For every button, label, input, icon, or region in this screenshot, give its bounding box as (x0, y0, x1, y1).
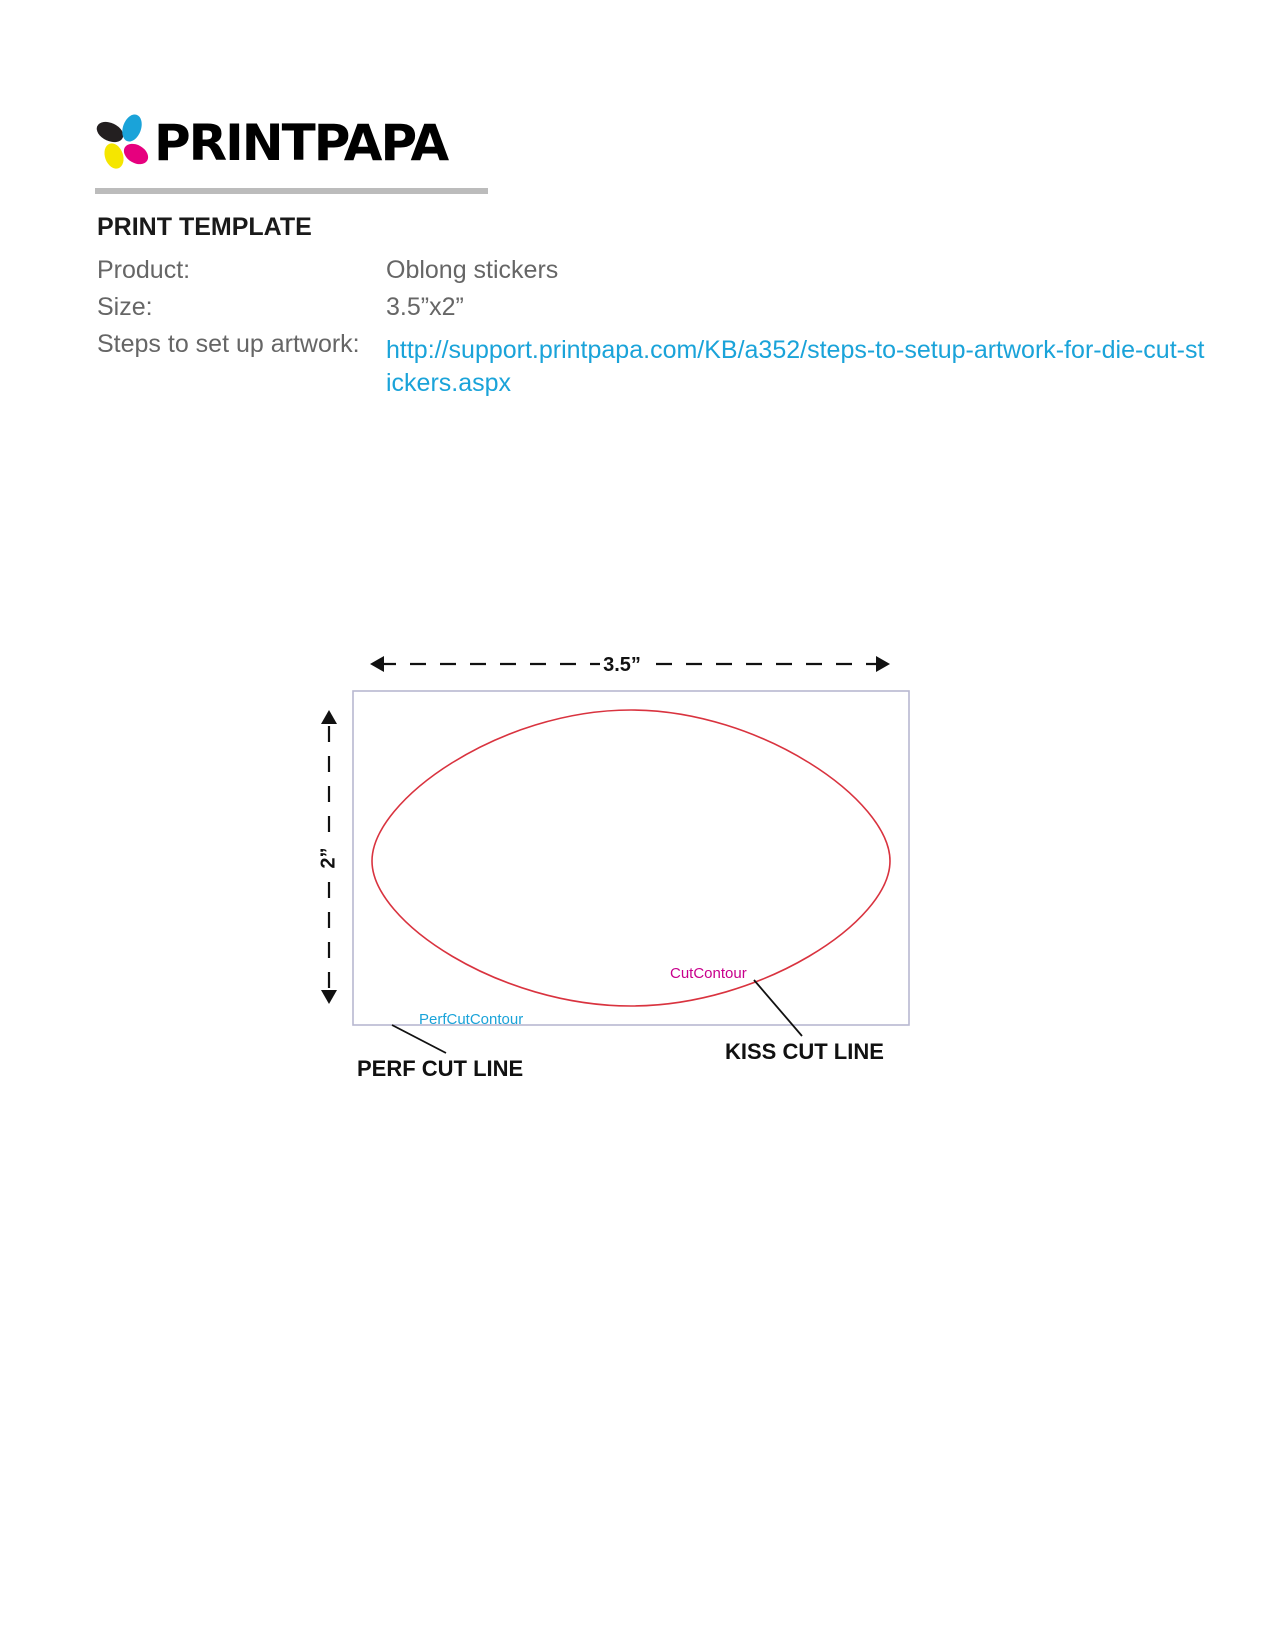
size-value: 3.5”x2” (386, 293, 464, 321)
product-value: Oblong stickers (386, 256, 559, 284)
arrow-down-icon (321, 990, 337, 1004)
cut-contour-label: CutContour (670, 965, 747, 982)
perf-cut-contour-label: PerfCutContour (419, 1011, 524, 1028)
perf-cut-rectangle (353, 691, 909, 1025)
kiss-cut-callout: KISS CUT LINE (725, 1039, 884, 1064)
steps-label: Steps to set up artwork: (97, 330, 360, 358)
arrow-left-icon (370, 656, 384, 672)
width-dimension (370, 654, 890, 676)
kiss-callout-leader (754, 980, 802, 1036)
brand-wordmark: PRINTPAPA (154, 114, 448, 172)
height-dimension (317, 710, 339, 1004)
kiss-cut-oblong (372, 710, 890, 1006)
perf-cut-callout: PERF CUT LINE (357, 1056, 524, 1081)
size-label: Size: (97, 293, 153, 321)
width-label: 3.5” (603, 654, 641, 676)
arrow-up-icon (321, 710, 337, 724)
arrow-right-icon (876, 656, 890, 672)
height-label: 2” (317, 847, 340, 869)
perf-callout-leader (392, 1025, 446, 1053)
page-title: PRINT TEMPLATE (97, 213, 312, 241)
steps-link[interactable]: http://support.printpapa.com/KB/a352/steps-to-setup-artwork-for-die-cut-stickers.aspx (386, 336, 1205, 397)
product-label: Product: (97, 256, 191, 284)
